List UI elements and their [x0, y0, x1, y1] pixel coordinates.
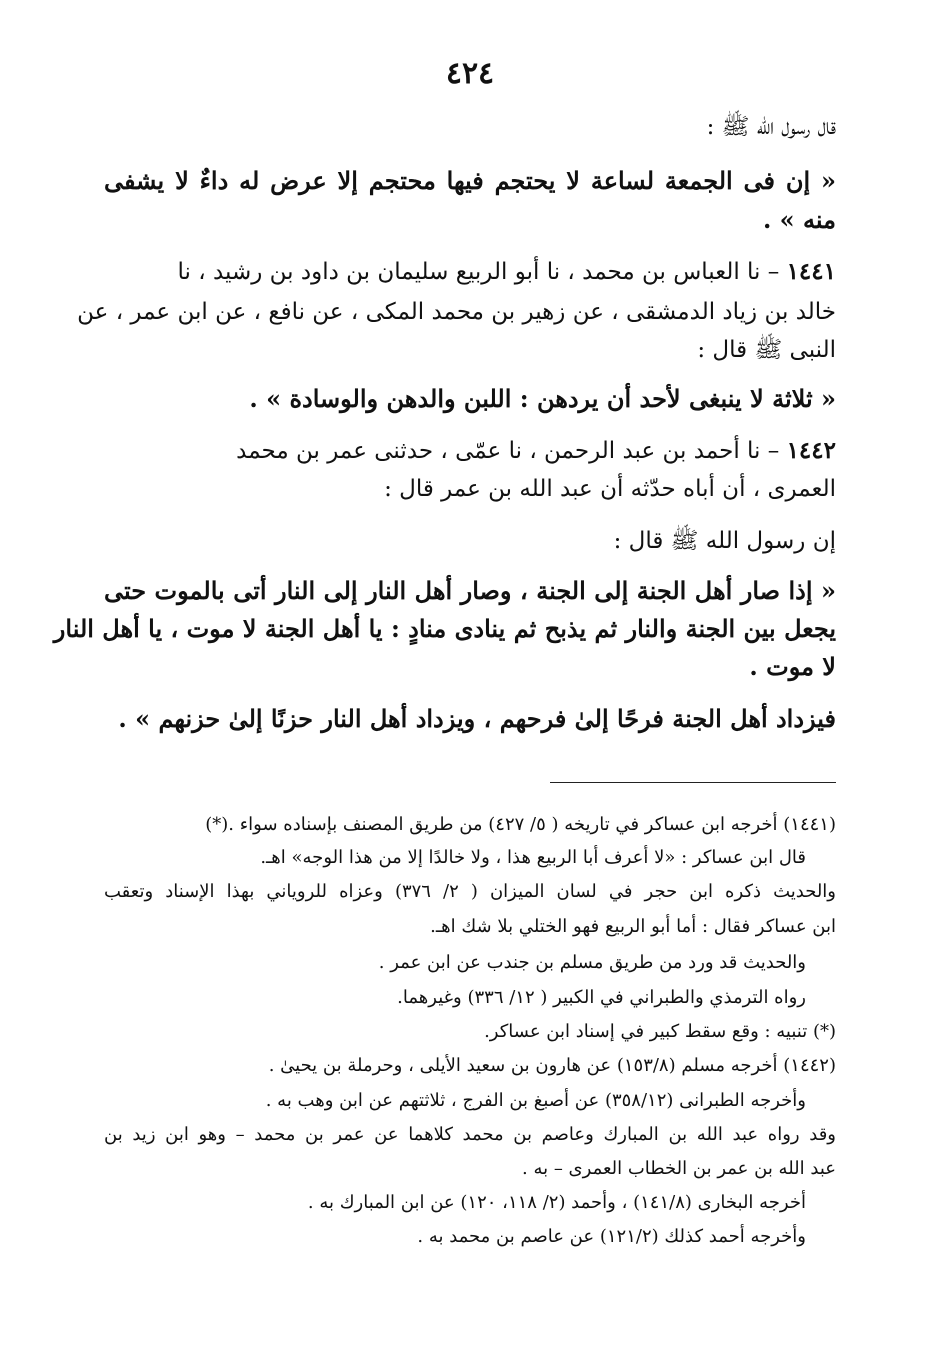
hadith-text-line: فيزداد أهل الجنة فرحًا إلىٰ فرحهم ، ويزداد أهل النار حزنًا إلىٰ حزنهم » .	[118, 704, 836, 733]
footnote-line: ابن عساكر فقال : أما أبو الربيع فهو الختلي بلا شك اهـ.	[430, 916, 836, 937]
page-number: ٤٢٤	[445, 56, 495, 91]
footnote-line: قال ابن عساكر : «لا أعرف أبا الربيع هذا ، ولا خالدًا إلا من هذا الوجه» اهـ.	[260, 847, 806, 868]
footnote-line: (١٤٤١) أخرجه ابن عساكر في تاريخه ( ٥/ ٤٢٧) من طريق المصنف بإسناده سواء .(*)	[205, 814, 836, 835]
footnote-line: (١٤٤٢) أخرجه مسلم (١٥٣/٨) عن هارون بن سعيد الأيلى ، وحرملة بن يحيىٰ .	[268, 1055, 836, 1076]
footnote-note: (*) تنبيه : وقع سقط كبير في إسناد ابن عساكر.	[484, 1021, 836, 1042]
hadith-text-line: منه » .	[762, 205, 836, 234]
footnote-line: وقد رواه عبد الله بن المبارك وعاصم بن محمد كلاهما عن عمر بن محمد – وهو ابن زيد بن	[104, 1124, 836, 1145]
footnote-line: والحديث قد ورد من طريق مسلم بن جندب عن ابن عمر .	[378, 952, 806, 973]
footnote-line: والحديث ذكره ابن حجر في لسان الميزان ( ٢/ ٣٧٦) وعزاه للروياني بهذا الإسناد وتعقب	[104, 881, 836, 902]
footnote-line: أخرجه البخارى (١٤١/٨) ، وأحمد (٢/ ١١٨، ١٢٠) عن ابن المبارك به .	[307, 1192, 806, 1213]
footnote-line: رواه الترمذي والطبراني في الكبير ( ١٢/ ٣٣٦) وغيرهما.	[397, 987, 806, 1008]
text-line: قال رسول الله ﷺ :	[706, 114, 836, 140]
text-line: إن رسول الله ﷺ قال :	[613, 528, 836, 554]
hadith-text-line: « ثلاثة لا ينبغى لأحد أن يردهن : اللبن والدهن والوسادة » .	[249, 384, 836, 413]
isnad-line: النبى ﷺ قال :	[697, 337, 836, 363]
footnote-line: وأخرجه الطبرانى (٣٥٨/١٢) عن أصبغ بن الفرج ، ثلاثتهم عن ابن وهب به .	[265, 1090, 806, 1111]
hadith-text-line: « إذا صار أهل الجنة إلى الجنة ، وصار أهل النار إلى النار أتى بالموت حتى	[104, 576, 836, 605]
footnote-line: عبد الله بن عمر بن الخطاب العمرى – به .	[522, 1158, 836, 1179]
hadith-1442-isnad-line	[236, 436, 836, 466]
isnad-text: – نا أحمد بن عبد الرحمن ، نا عمّى ، حدثنى عمر بن محمد	[236, 438, 780, 464]
isnad-line: خالد بن زياد الدمشقى ، عن زهير بن محمد المكى ، عن نافع ، عن ابن عمر ، عن	[77, 299, 836, 325]
footnote-divider	[550, 782, 836, 783]
hadith-number: ١٤٤١	[786, 258, 836, 285]
hadith-text-line: يجعل بين الجنة والنار ثم يذبح ثم ينادى منادٍ : يا أهل الجنة لا موت ، يا أهل النار	[53, 614, 836, 643]
isnad-text: – نا العباس بن محمد ، نا أبو الربيع سليمان بن داود بن رشيد ، نا	[177, 259, 780, 285]
hadith-1441-isnad-line	[178, 257, 837, 287]
isnad-line: العمرى ، أن أباه حدّثه أن عبد الله بن عمر قال :	[384, 476, 836, 502]
hadith-number: ١٤٤٢	[786, 437, 836, 464]
hadith-text-line: لا موت .	[749, 652, 836, 681]
hadith-text-line: « إن فى الجمعة لساعة لا يحتجم فيها محتجم إلا عرض له داءٌ لا يشفى	[104, 166, 836, 195]
footnote-line: وأخرجه أحمد كذلك (١٢١/٢) عن عاصم بن محمد به .	[417, 1226, 806, 1247]
